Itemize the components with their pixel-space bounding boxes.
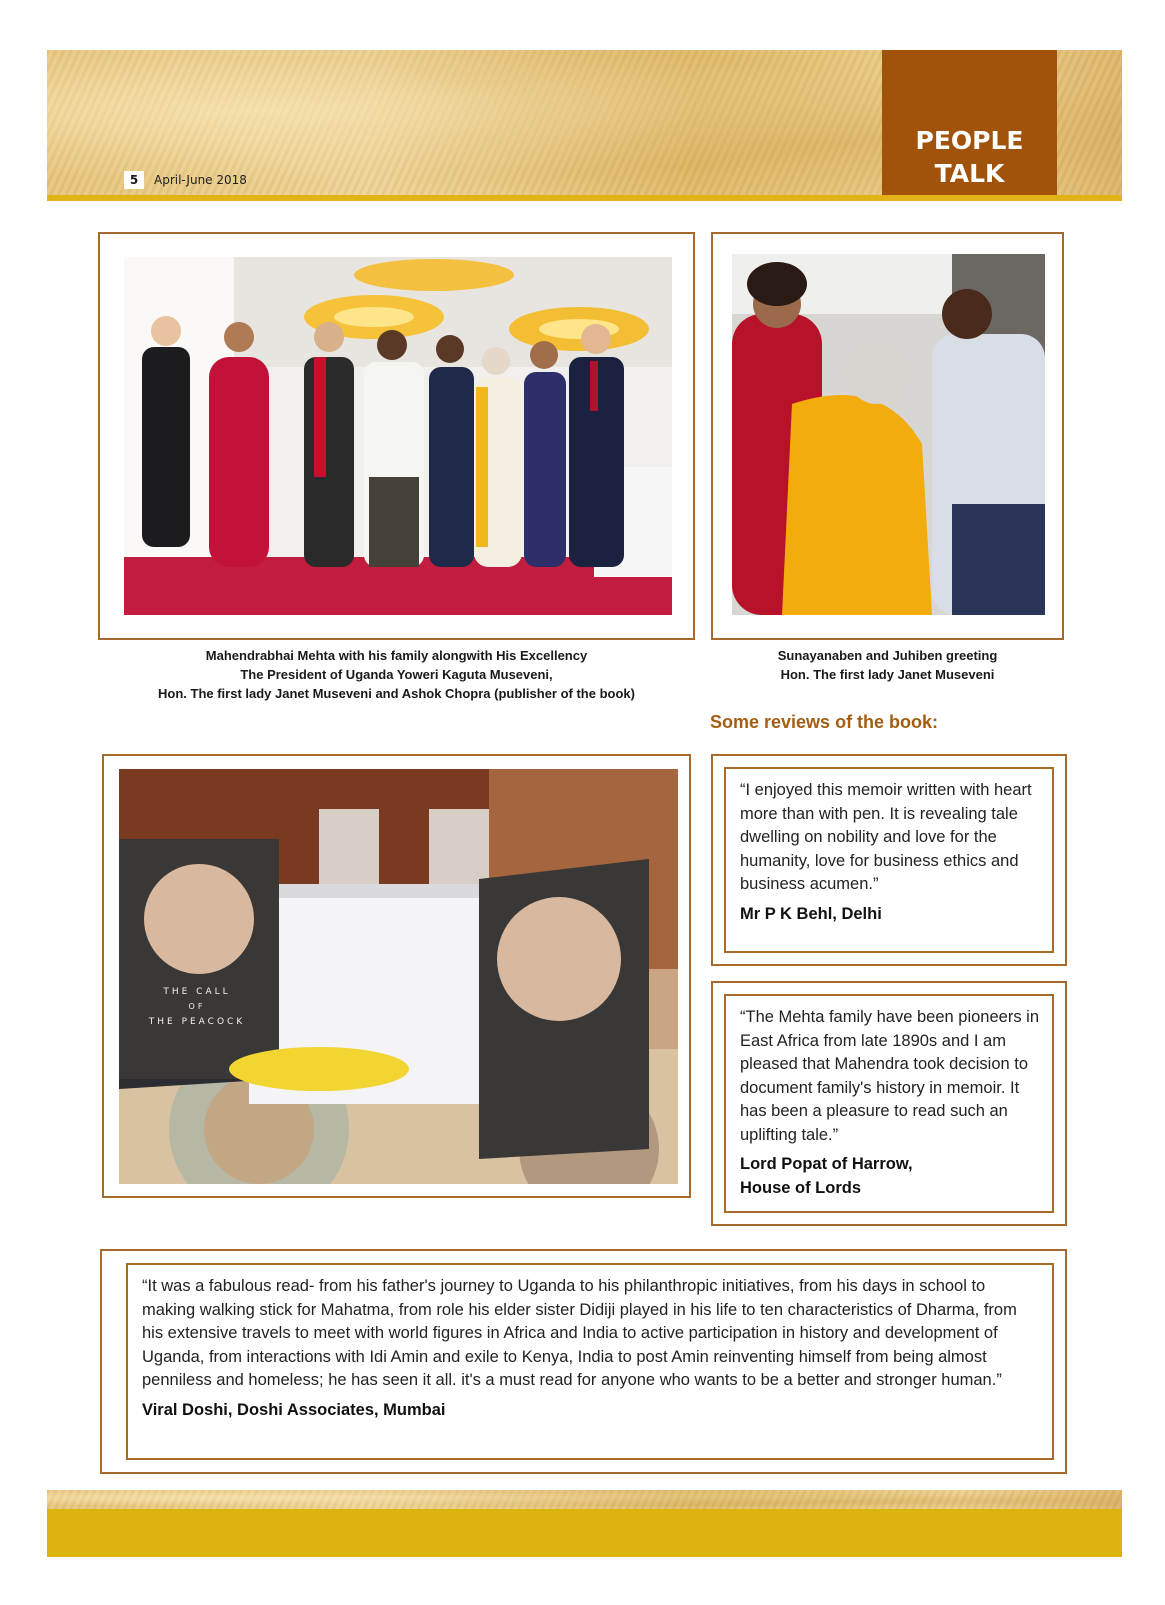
footer-gold-band [47, 1509, 1122, 1557]
caption-line: Sunayanaben and Juhiben greeting [777, 648, 998, 663]
header-gold-rule [47, 195, 1122, 201]
greeting-photo-caption [711, 646, 1064, 684]
review-quote: “The Mehta family have been pioneers in East Africa from late 1890s and I am pleased that Mahendra took decision to document family's history in memoir. It has been a pleasure to read such an uplifting tale.” [740, 1008, 1039, 1144]
review-quote: “It was a fabulous read- from his father's journey to Uganda to his philanthropic initiatives, from his days in school to making walking stick for Mahatma, from role his elder sister Didiji played in his life to ten characteristics of Dharma, from his extensive travels to meet with world figures in Africa and India to active participation in history and development of Uganda, from interactions with Idi Amin and exile to Kenya, India to post Amin reinventing himself from being almost penniless and homeless; he has seen it all. it's a must read for anyone who wants to be a better and stronger human.” [142, 1277, 1017, 1389]
caption-line: The President of Uganda Yoweri Kaguta Museveni, [240, 667, 553, 682]
book-cover-title: OF [188, 1002, 206, 1011]
review-quote: “I enjoyed this memoir written with heart more than with pen. It is revealing tale dwelling on nobility and love for the humanity, love for business ethics and business acumen.” [740, 781, 1032, 893]
review-1 [724, 767, 1054, 953]
book-cover-title: THE PEACOCK [148, 1017, 246, 1027]
greeting-photo [732, 254, 1045, 615]
page-footer [47, 1490, 1122, 1557]
book-cover-title: THE CALL [163, 987, 231, 997]
section-title-box [882, 50, 1057, 201]
group-photo [124, 257, 672, 615]
footer-parchment-band [47, 1490, 1122, 1509]
section-title-line1: PEOPLE [915, 126, 1024, 155]
book-display-photo [119, 769, 678, 1184]
page-number: 5 [124, 171, 144, 189]
reviews-heading: Some reviews of the book: [710, 712, 939, 732]
caption-line: Hon. The first lady Janet Museveni [780, 667, 995, 682]
review-2 [724, 994, 1054, 1213]
group-photo-caption [98, 646, 695, 703]
review-author-line: Lord Popat of Harrow, [740, 1155, 913, 1173]
review-author [740, 1153, 1040, 1200]
section-title-line2: TALK [934, 159, 1005, 188]
review-3 [126, 1263, 1054, 1460]
review-author: Mr P K Behl, Delhi [740, 904, 882, 923]
caption-line: Mahendrabhai Mehta with his family alongwith His Excellency [205, 648, 588, 663]
review-author-line: House of Lords [740, 1178, 862, 1197]
issue-date: April-June 2018 [154, 173, 247, 187]
caption-line: Hon. The first lady Janet Museveni and Ashok Chopra (publisher of the book) [158, 686, 635, 701]
review-author: Viral Doshi, Doshi Associates, Mumbai [142, 1400, 446, 1419]
page-header [47, 50, 1122, 201]
